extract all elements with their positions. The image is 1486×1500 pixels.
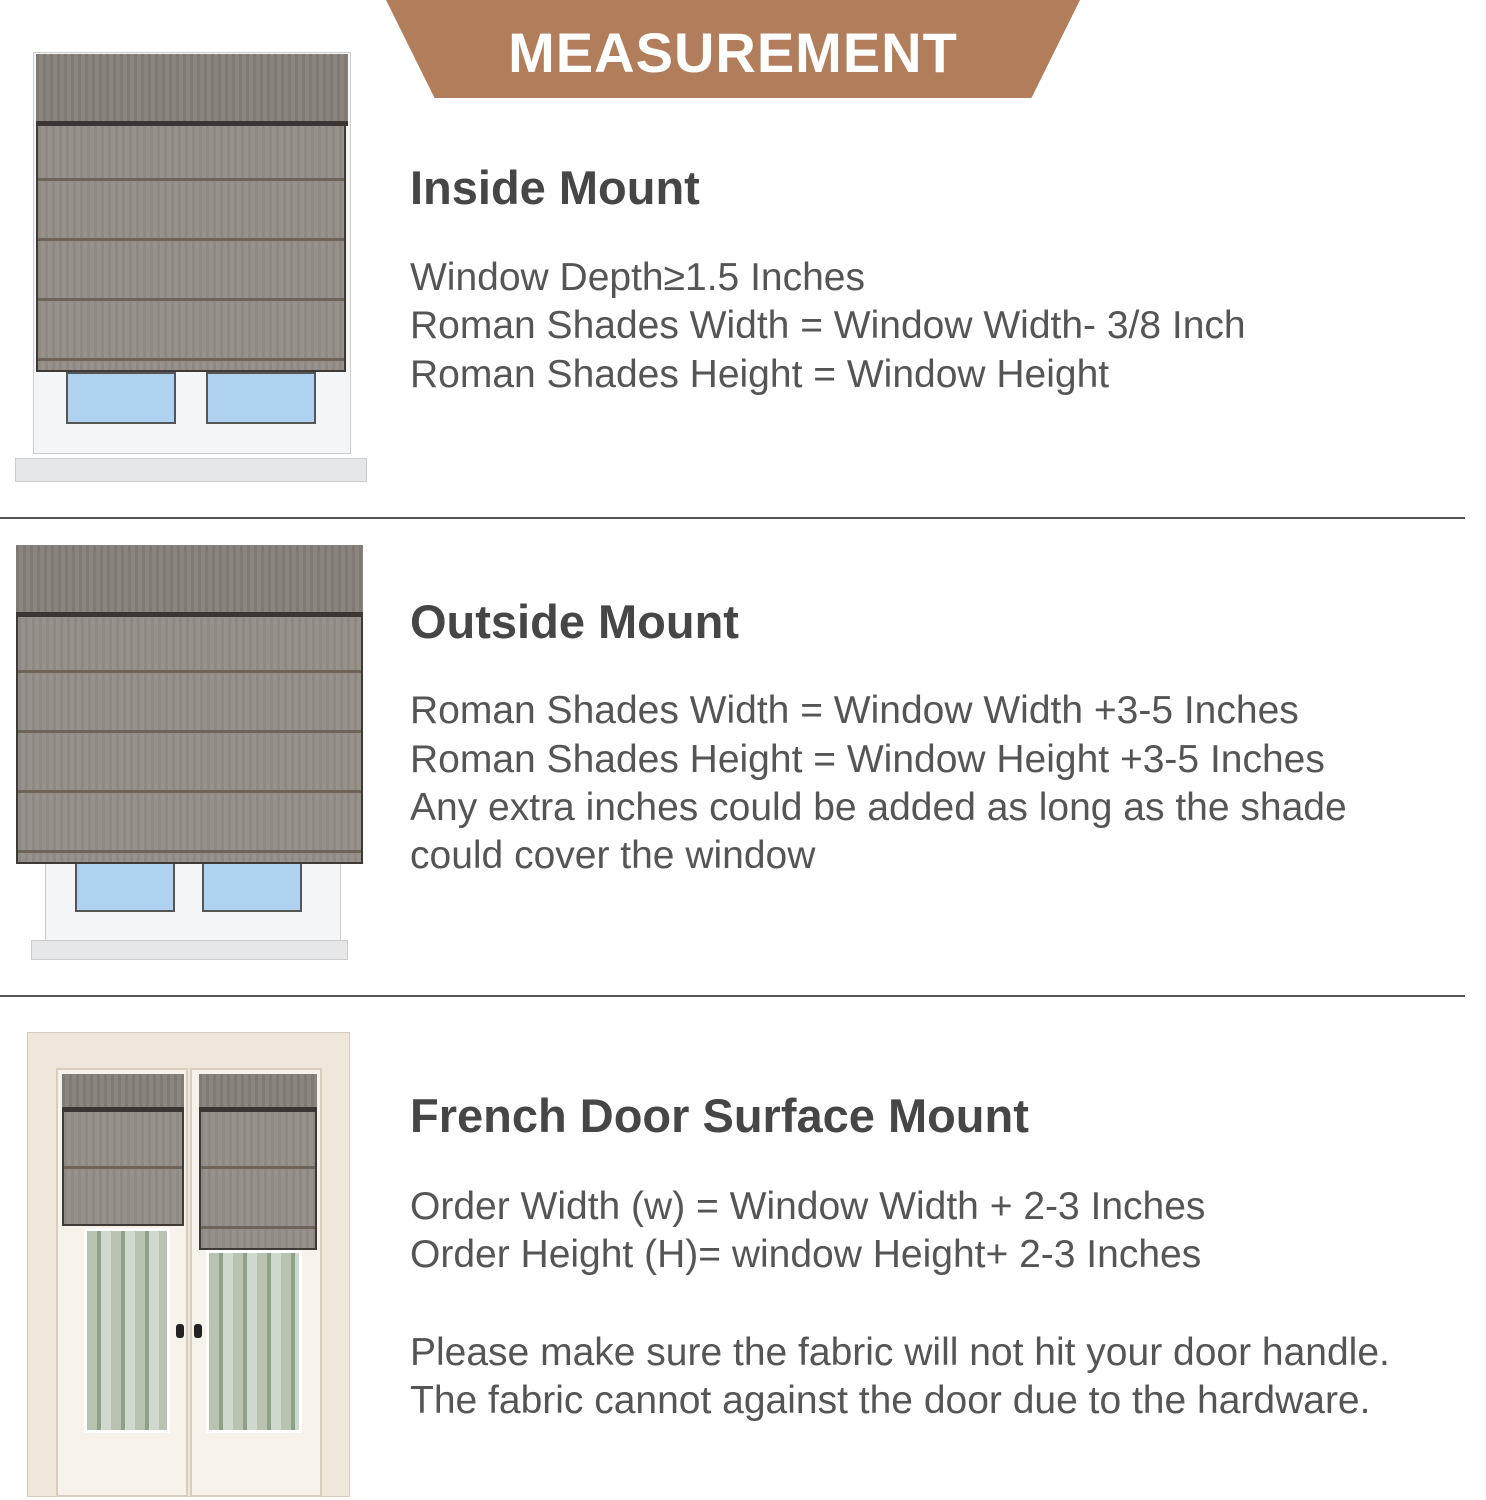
inside-mount-line: Roman Shades Width = Window Width- 3/8 Inch	[410, 304, 1246, 347]
section-heading-inside-mount: Inside Mount	[410, 161, 700, 214]
inside-mount-line: Window Depth≥1.5 Inches	[410, 256, 865, 299]
outside-mount-line: Roman Shades Width = Window Width +3-5 Inches	[410, 689, 1299, 732]
outside-mount-line: Any extra inches could be added as long as the shade	[410, 786, 1347, 829]
french-door-line: Please make sure the fabric will not hit your door handle.	[410, 1331, 1390, 1374]
french-door-line: Order Width (w) = Window Width + 2-3 Inches	[410, 1185, 1206, 1228]
outside-mount-line: could cover the window	[410, 834, 816, 877]
section-heading-outside-mount: Outside Mount	[410, 595, 739, 648]
french-door-line: Order Height (H)= window Height+ 2-3 Inches	[410, 1233, 1202, 1276]
french-door-line: The fabric cannot against the door due to the hardware.	[410, 1379, 1371, 1422]
section-divider	[0, 517, 1465, 519]
outside-mount-line: Roman Shades Height = Window Height +3-5 Inches	[410, 738, 1325, 781]
banner-title: MEASUREMENT	[508, 21, 958, 84]
section-heading-french-door: French Door Surface Mount	[410, 1089, 1029, 1142]
section-divider	[0, 995, 1465, 997]
inside-mount-line: Roman Shades Height = Window Height	[410, 353, 1110, 396]
